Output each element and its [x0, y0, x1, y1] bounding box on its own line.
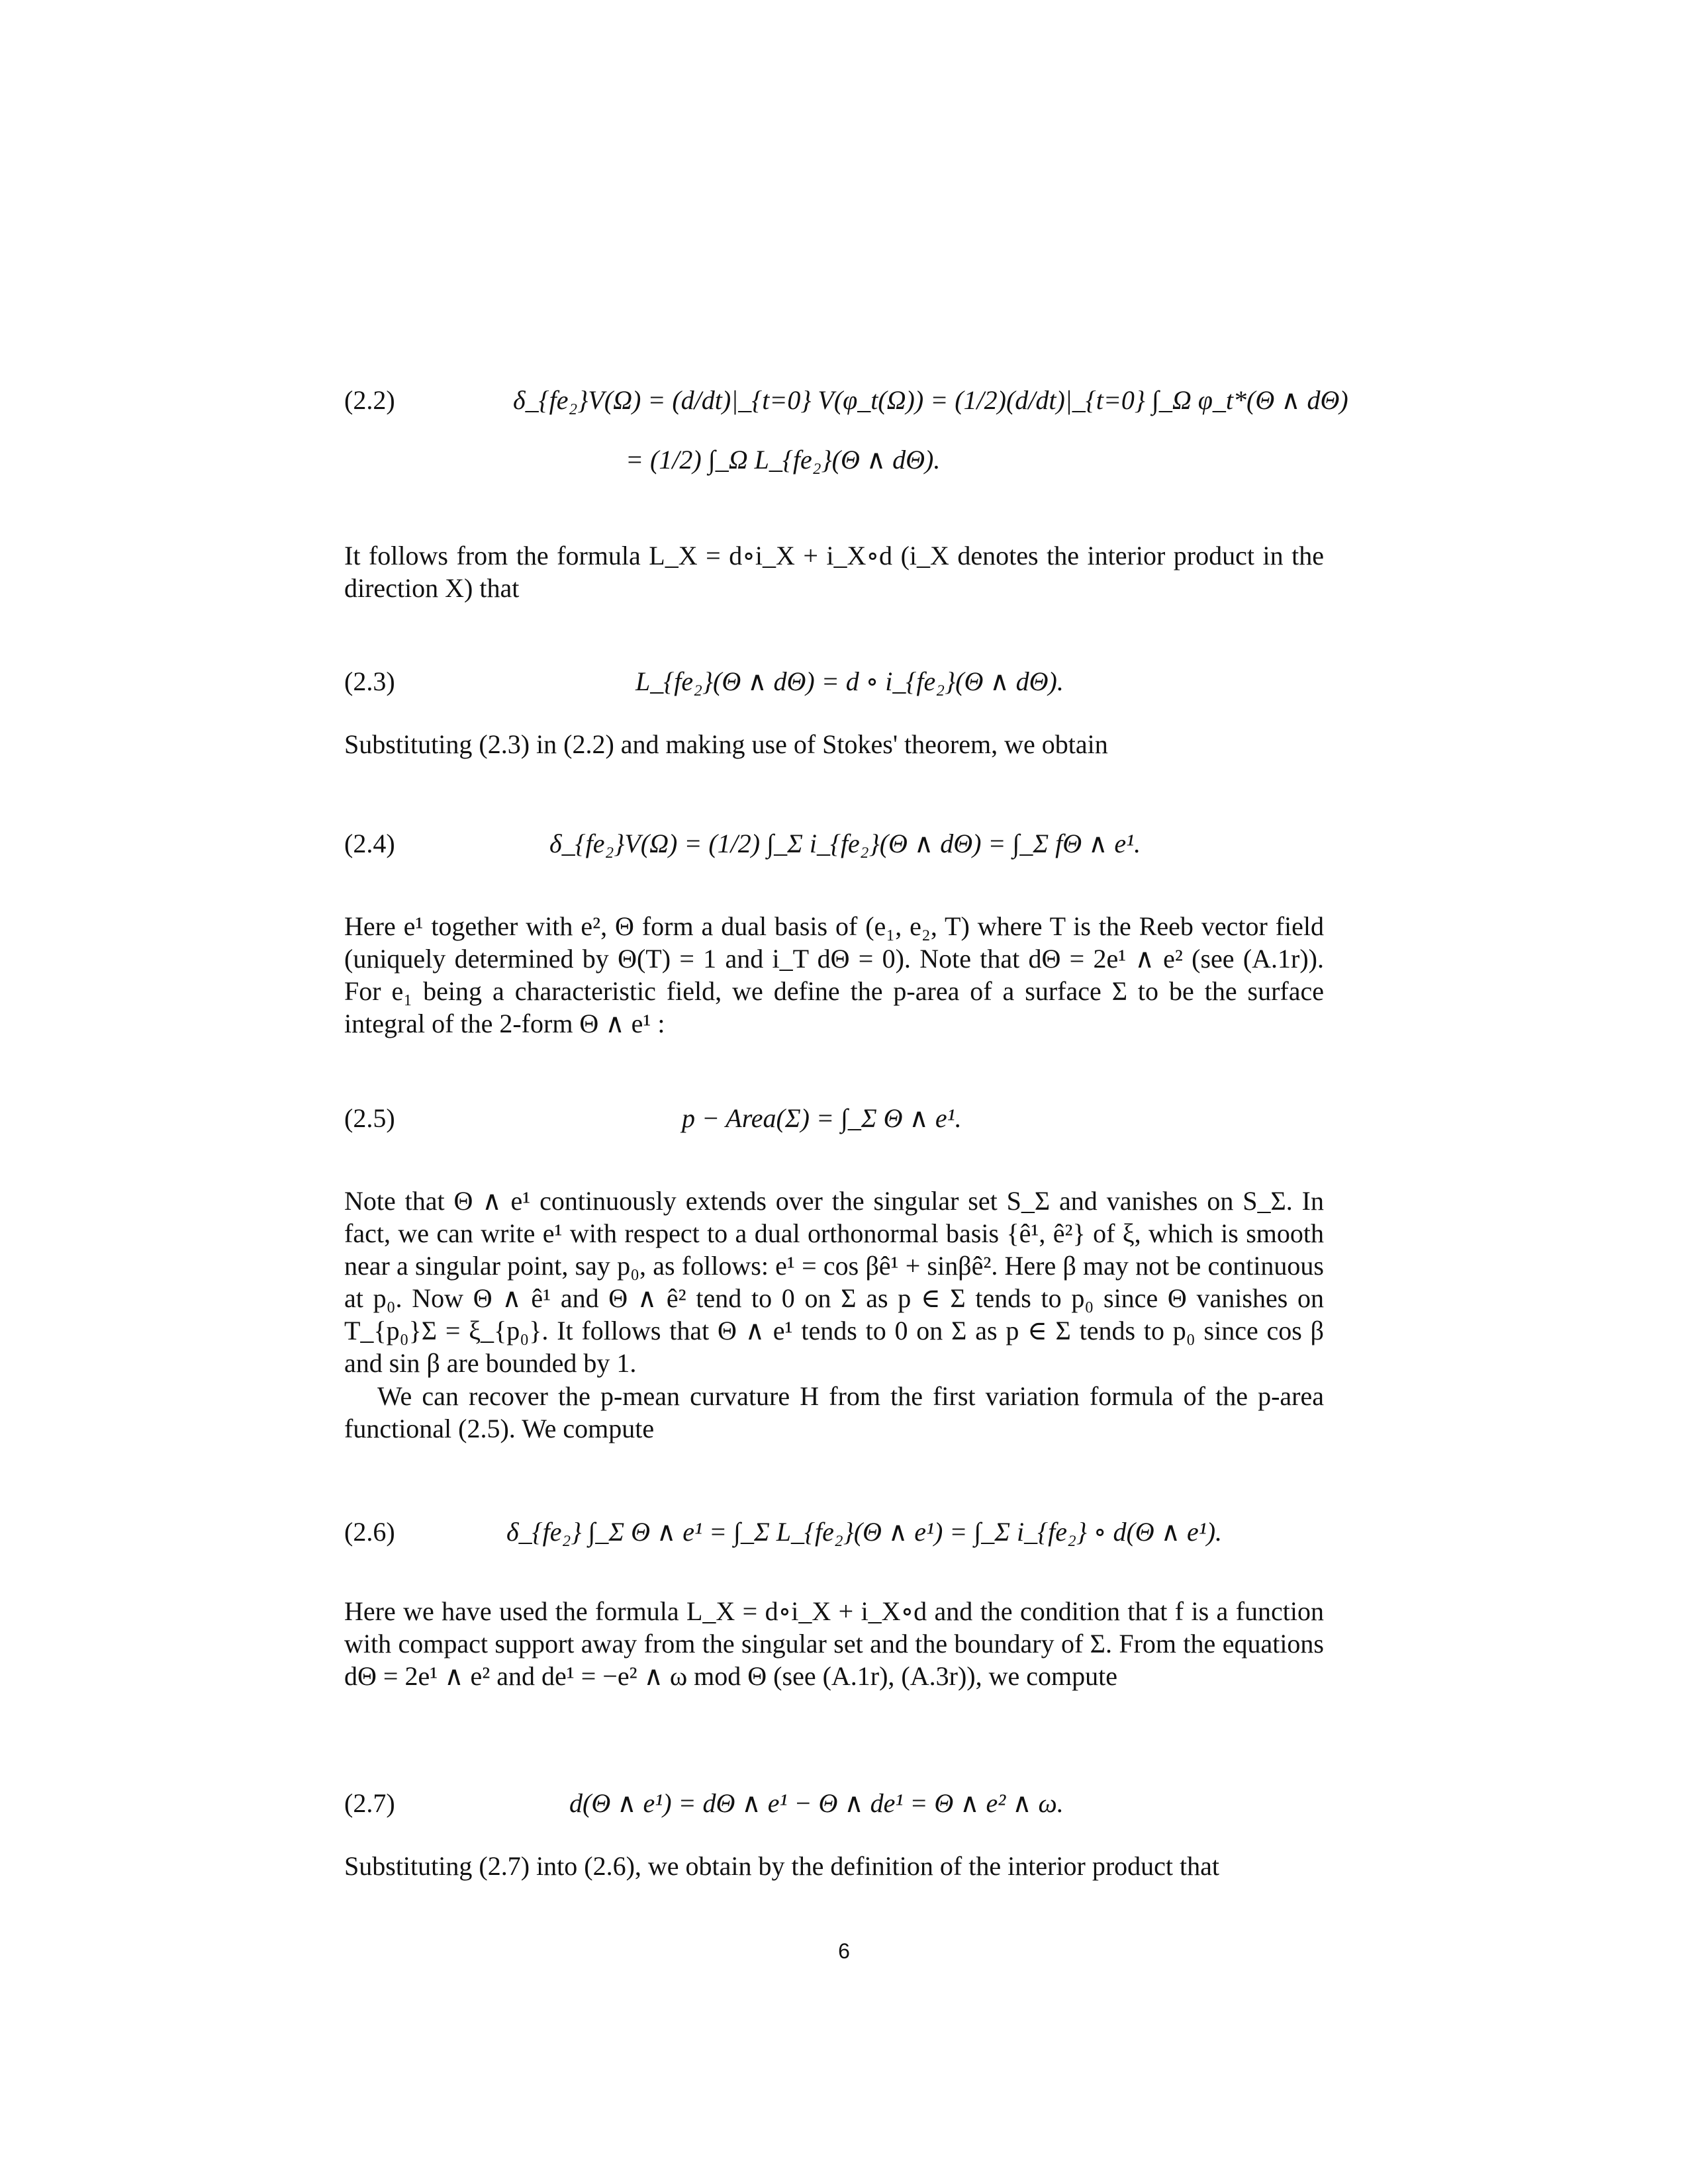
- equation-number: (2.3): [344, 666, 395, 696]
- paragraph: Substituting (2.3) in (2.2) and making use of Stokes' theorem, we obtain: [344, 729, 1108, 759]
- equation-2-5: [344, 1105, 1337, 1185]
- paragraph: We can recover the p-mean curvature H from the first variation formula of the p-area functional (2.5). We compute: [344, 1381, 1324, 1443]
- equation-line: δ_{fe₂}V(Ω) = (1/2) ∫_Σ i_{fe₂}(Θ ∧ dΘ) = ∫_Σ fΘ ∧ e¹.: [549, 829, 1141, 858]
- paragraph: Note that Θ ∧ e¹ continuously extends over the singular set S_Σ and vanishes on S_Σ. In fact, we can write e¹ with respect to a dual orthonormal basis {ê¹, ê²} of ξ, which is smooth near a singular point, say p₀, as follows: e¹ = cos βê¹ + sinβê². Here β may not be continuous at p₀. Now Θ ∧ ê¹ and Θ ∧ ê² tend to 0 on Σ as p ∈ Σ tends to p₀ since Θ vanishes on T_{p₀}Σ = ξ_{p₀}. It follows that Θ ∧ e¹ tends to 0 on Σ as p ∈ Σ tends to p₀ since cos β and sin β are bounded by 1.: [344, 1186, 1324, 1378]
- equation-number: (2.5): [344, 1103, 395, 1133]
- paragraph: Substituting (2.7) into (2.6), we obtain by the definition of the interior product that: [344, 1851, 1219, 1881]
- equation-line: p − Area(Σ) = ∫_Σ Θ ∧ e¹.: [682, 1103, 962, 1133]
- equation-number: (2.7): [344, 1788, 395, 1818]
- equation-2-6: [344, 1519, 1337, 1598]
- equation-line: = (1/2) ∫_Ω L_{fe₂}(Θ ∧ dΘ).: [626, 445, 941, 475]
- paragraph: Here we have used the formula L_X = d∘i_X + i_X∘d and the condition that f is a function with compact support away from the singular set and the boundary of Σ. From the equations dΘ = 2e¹ ∧ e² and de¹ = −e² ∧ ω mod Θ (see (A.1r), (A.3r)), we compute: [344, 1596, 1325, 1691]
- equation-number: (2.6): [344, 1517, 395, 1547]
- paragraph: It follows from the formula L_X = d∘i_X + i_X∘d (i_X denotes the interior product in the direction X) that: [344, 541, 1324, 603]
- equation-line: L_{fe₂}(Θ ∧ dΘ) = d ∘ i_{fe₂}(Θ ∧ dΘ).: [635, 666, 1064, 696]
- equation-line: δ_{fe₂} ∫_Σ Θ ∧ e¹ = ∫_Σ L_{fe₂}(Θ ∧ e¹) = ∫_Σ i_{fe₂} ∘ d(Θ ∧ e¹).: [506, 1517, 1223, 1547]
- equation-2-4: [344, 831, 1337, 910]
- equation-2-2: [344, 385, 1348, 475]
- equation-line: d(Θ ∧ e¹) = dΘ ∧ e¹ − Θ ∧ de¹ = Θ ∧ e² ∧ ω.: [569, 1788, 1064, 1818]
- paragraph: Here e¹ together with e², Θ form a dual basis of (e₁, e₂, T) where T is the Reeb vector field (uniquely determined by Θ(T) = 1 and i_T dΘ = 0). Note that dΘ = 2e¹ ∧ e² (see (A.1r)). For e₁ being a characteristic field, we define the p-area of a surface Σ to be the surface integral of the 2-form Θ ∧ e¹ :: [344, 911, 1324, 1038]
- equation-line: δ_{fe₂}V(Ω) = (d/dt)|_{t=0} V(φ_t(Ω)) = (1/2)(d/dt)|_{t=0} ∫_Ω φ_t*(Θ ∧ dΘ): [513, 385, 1348, 415]
- equation-number: (2.4): [344, 829, 395, 858]
- page-number: 6: [838, 1939, 850, 1963]
- equation-number: (2.2): [344, 385, 395, 415]
